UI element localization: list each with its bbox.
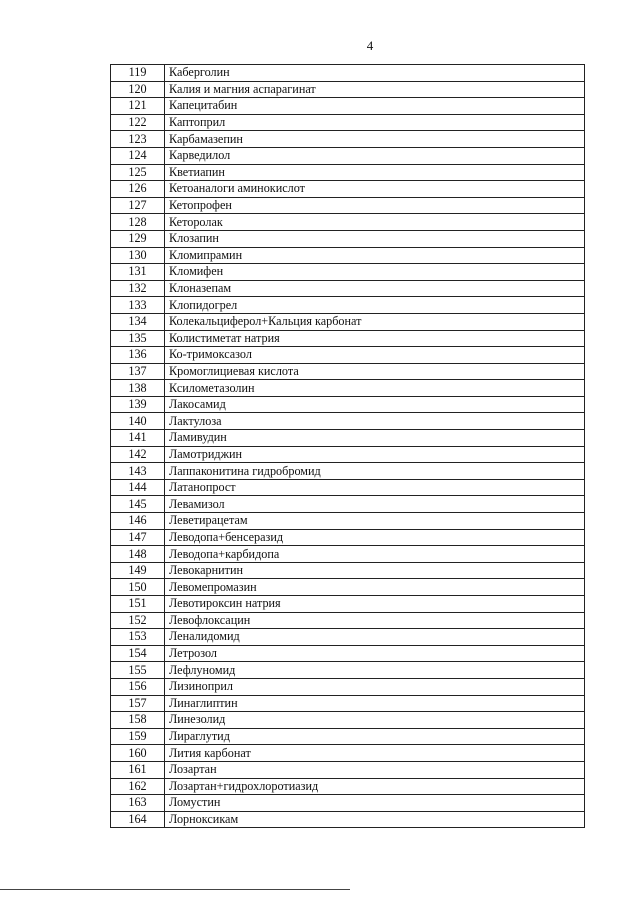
row-number: 164: [111, 811, 165, 828]
drug-name: Лефлуномид: [165, 662, 585, 679]
row-number: 123: [111, 131, 165, 148]
row-number: 128: [111, 214, 165, 231]
table-row: [111, 579, 585, 596]
table-row: [111, 131, 585, 148]
drug-name: Лизиноприл: [165, 678, 585, 695]
row-number: 126: [111, 181, 165, 198]
row-number: 131: [111, 264, 165, 281]
table-row: [111, 347, 585, 364]
table-row: [111, 496, 585, 513]
drug-name: Кветиапин: [165, 164, 585, 181]
drug-name: Клоназепам: [165, 280, 585, 297]
table-row: [111, 363, 585, 380]
row-number: 161: [111, 761, 165, 778]
row-number: 130: [111, 247, 165, 264]
row-number: 147: [111, 529, 165, 546]
table-row: [111, 230, 585, 247]
table-row: [111, 513, 585, 530]
row-number: 121: [111, 98, 165, 115]
row-number: 158: [111, 712, 165, 729]
drug-name: Клозапин: [165, 230, 585, 247]
row-number: 120: [111, 81, 165, 98]
row-number: 124: [111, 147, 165, 164]
table-row: [111, 761, 585, 778]
drug-name: Кеторолак: [165, 214, 585, 231]
row-number: 151: [111, 596, 165, 613]
table-row: [111, 65, 585, 82]
row-number: 143: [111, 463, 165, 480]
row-number: 135: [111, 330, 165, 347]
drug-name: Линезолид: [165, 712, 585, 729]
drug-name: Летрозол: [165, 645, 585, 662]
drug-name: Капецитабин: [165, 98, 585, 115]
table-row: [111, 463, 585, 480]
row-number: 152: [111, 612, 165, 629]
drug-name: Леветирацетам: [165, 513, 585, 530]
table-row: [111, 430, 585, 447]
table-row: [111, 596, 585, 613]
drug-name: Каптоприл: [165, 114, 585, 131]
table-row: [111, 529, 585, 546]
table-row: [111, 396, 585, 413]
table-row: [111, 330, 585, 347]
row-number: 140: [111, 413, 165, 430]
table-row: [111, 247, 585, 264]
row-number: 127: [111, 197, 165, 214]
drug-name: Лорноксикам: [165, 811, 585, 828]
drug-name: Карведилол: [165, 147, 585, 164]
row-number: 132: [111, 280, 165, 297]
row-number: 149: [111, 562, 165, 579]
drug-name: Ламивудин: [165, 430, 585, 447]
row-number: 125: [111, 164, 165, 181]
table-row: [111, 181, 585, 198]
table-row: [111, 147, 585, 164]
row-number: 163: [111, 795, 165, 812]
drug-name: Ко-тримоксазол: [165, 347, 585, 364]
drug-name: Лактулоза: [165, 413, 585, 430]
row-number: 148: [111, 546, 165, 563]
table-row: [111, 662, 585, 679]
drug-name: Кломифен: [165, 264, 585, 281]
row-number: 160: [111, 745, 165, 762]
table-row: [111, 164, 585, 181]
drug-name: Лираглутид: [165, 728, 585, 745]
drug-name: Лозартан+гидрохлоротиазид: [165, 778, 585, 795]
drug-name: Калия и магния аспарагинат: [165, 81, 585, 98]
row-number: 154: [111, 645, 165, 662]
drug-name: Ксилометазолин: [165, 380, 585, 397]
row-number: 137: [111, 363, 165, 380]
drug-name: Леналидомид: [165, 629, 585, 646]
table-row: [111, 98, 585, 115]
drug-name: Лакосамид: [165, 396, 585, 413]
drug-name: Клопидогрел: [165, 297, 585, 314]
footer-rule: [0, 889, 350, 890]
table-row: [111, 280, 585, 297]
row-number: 136: [111, 347, 165, 364]
table-row: [111, 81, 585, 98]
page-number: 4: [366, 38, 374, 53]
table-row: [111, 297, 585, 314]
drug-name: Лаппаконитина гидробромид: [165, 463, 585, 480]
drug-name: Кломипрамин: [165, 247, 585, 264]
row-number: 122: [111, 114, 165, 131]
row-number: 156: [111, 678, 165, 695]
drug-name: Левотироксин натрия: [165, 596, 585, 613]
table-row: [111, 678, 585, 695]
table-row: [111, 546, 585, 563]
row-number: 133: [111, 297, 165, 314]
table-row: [111, 479, 585, 496]
table-row: [111, 380, 585, 397]
row-number: 159: [111, 728, 165, 745]
row-number: 157: [111, 695, 165, 712]
drug-name: Левамизол: [165, 496, 585, 513]
drug-name: Линаглиптин: [165, 695, 585, 712]
drug-name: Ламотриджин: [165, 446, 585, 463]
drug-name: Латанопрост: [165, 479, 585, 496]
row-number: 142: [111, 446, 165, 463]
drug-name: Колекальциферол+Кальция карбонат: [165, 313, 585, 330]
row-number: 134: [111, 313, 165, 330]
drug-name: Левофлоксацин: [165, 612, 585, 629]
table-row: [111, 313, 585, 330]
row-number: 155: [111, 662, 165, 679]
table-row: [111, 778, 585, 795]
row-number: 162: [111, 778, 165, 795]
row-number: 141: [111, 430, 165, 447]
drug-name: Лозартан: [165, 761, 585, 778]
drug-name: Леводопа+бенсеразид: [165, 529, 585, 546]
table-row: [111, 612, 585, 629]
row-number: 150: [111, 579, 165, 596]
drug-name: Кетопрофен: [165, 197, 585, 214]
drug-list-body: [111, 65, 585, 828]
drug-name: Ломустин: [165, 795, 585, 812]
drug-list-table: [110, 64, 585, 828]
drug-name: Левокарнитин: [165, 562, 585, 579]
table-row: [111, 264, 585, 281]
row-number: 138: [111, 380, 165, 397]
drug-name: Каберголин: [165, 65, 585, 82]
table-row: [111, 745, 585, 762]
row-number: 146: [111, 513, 165, 530]
table-row: [111, 114, 585, 131]
row-number: 119: [111, 65, 165, 82]
table-row: [111, 695, 585, 712]
drug-name: Леводопа+карбидопа: [165, 546, 585, 563]
table-row: [111, 645, 585, 662]
table-row: [111, 712, 585, 729]
table-row: [111, 811, 585, 828]
table-row: [111, 562, 585, 579]
table-row: [111, 197, 585, 214]
table-row: [111, 795, 585, 812]
table-row: [111, 629, 585, 646]
row-number: 145: [111, 496, 165, 513]
drug-name: Лития карбонат: [165, 745, 585, 762]
drug-name: Левомепромазин: [165, 579, 585, 596]
drug-name: Карбамазепин: [165, 131, 585, 148]
drug-name: Колистиметат натрия: [165, 330, 585, 347]
row-number: 144: [111, 479, 165, 496]
table-row: [111, 214, 585, 231]
table-row: [111, 728, 585, 745]
table-row: [111, 413, 585, 430]
row-number: 153: [111, 629, 165, 646]
row-number: 129: [111, 230, 165, 247]
table-row: [111, 446, 585, 463]
drug-name: Кромоглициевая кислота: [165, 363, 585, 380]
row-number: 139: [111, 396, 165, 413]
drug-name: Кетоаналоги аминокислот: [165, 181, 585, 198]
